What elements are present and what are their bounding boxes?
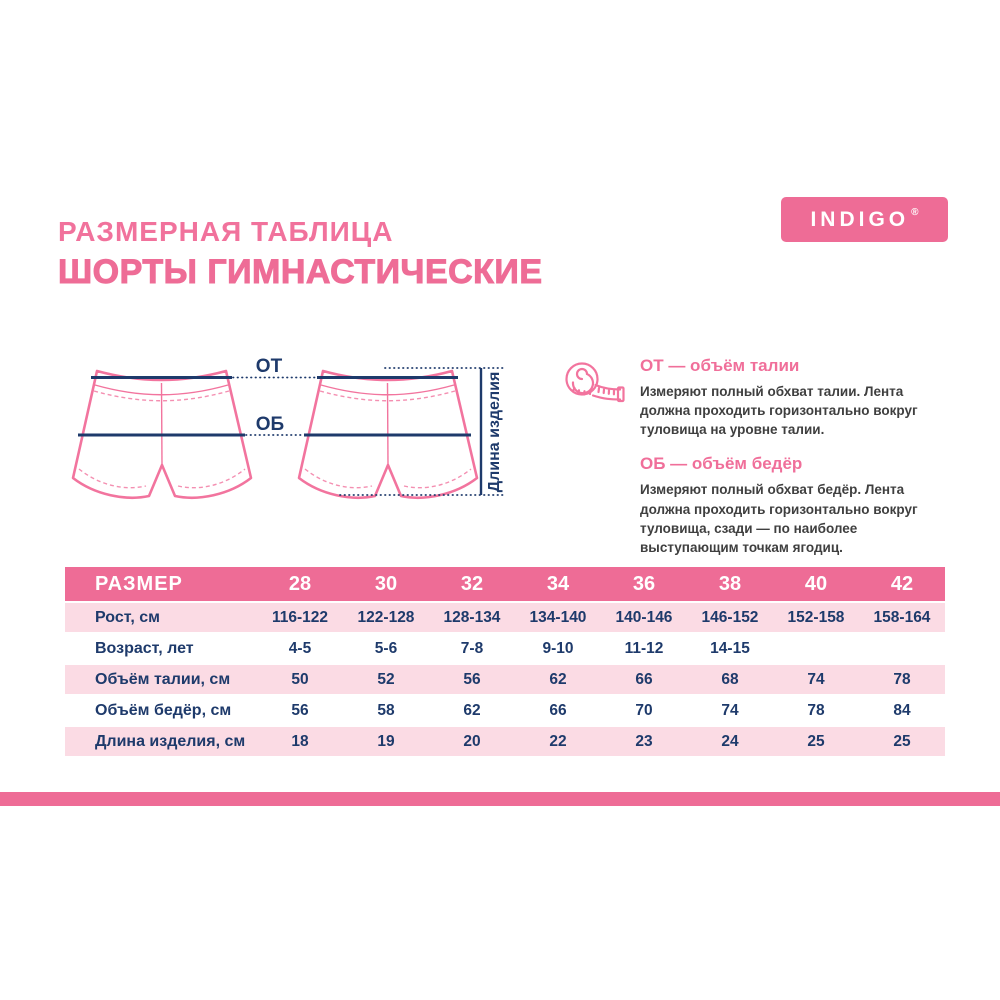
row-value: 23 <box>635 732 653 750</box>
measurement-info <box>561 356 939 572</box>
row-value: 158-164 <box>873 608 931 626</box>
row-label: Возраст, лет <box>95 639 194 657</box>
row-value: 52 <box>377 670 395 688</box>
row-value: 140-146 <box>615 608 673 626</box>
brand-logo <box>781 197 948 242</box>
row-value: 14-15 <box>710 639 750 657</box>
hem-stitch-right <box>178 469 245 488</box>
hem-stitch-left <box>305 469 372 488</box>
row-value: 50 <box>291 670 309 688</box>
hip-section-description: Измеряют полный обхват бедёр. Лента должна проходить горизонтально вокруг туловища, сзади — по наиболее выступающим точкам ягодиц. <box>640 482 918 555</box>
row-value: 18 <box>291 732 309 750</box>
row-value: 56 <box>291 701 309 719</box>
row-value: 56 <box>463 670 481 688</box>
waist-section-heading: ОТ — объём талии <box>640 356 800 375</box>
waist-section-description: Измеряют полный обхват талии. Лента должна проходить горизонтально вокруг туловища на уровне талии. <box>640 384 918 438</box>
size-table-row <box>65 603 945 632</box>
size-column-header: 28 <box>288 572 312 595</box>
row-value: 70 <box>635 701 653 719</box>
row-value: 9-10 <box>542 639 574 657</box>
row-value: 25 <box>893 732 911 750</box>
page-title: ШОРТЫ ГИМНАСТИЧЕСКИЕ <box>58 253 543 291</box>
size-column-header: 34 <box>546 572 570 595</box>
length-measure-label: Длина изделия <box>486 371 503 493</box>
row-value: 74 <box>721 701 739 719</box>
row-value: 122-128 <box>357 608 415 626</box>
row-value: 78 <box>807 701 825 719</box>
row-value: 84 <box>893 701 911 719</box>
waist-measure-label: ОТ <box>255 356 283 377</box>
hip-section-heading: ОБ — объём бедёр <box>640 454 803 474</box>
hip-measurement-section <box>640 454 939 557</box>
row-value: 128-134 <box>443 608 501 626</box>
row-value: 5-6 <box>374 639 398 657</box>
size-table-row <box>65 696 945 725</box>
row-value: 62 <box>463 701 481 719</box>
bottom-accent-bar <box>0 792 1000 806</box>
row-value: 66 <box>635 670 653 688</box>
row-value: 74 <box>807 670 825 688</box>
measuring-tape-icon <box>561 356 625 572</box>
size-column-header: 40 <box>804 572 828 595</box>
size-column-header: 30 <box>374 572 398 595</box>
row-value: 68 <box>721 670 739 688</box>
shorts-back-view <box>299 371 477 498</box>
size-column-header: 32 <box>460 572 484 595</box>
row-value: 134-140 <box>529 608 587 626</box>
size-column-header: 36 <box>632 572 656 595</box>
row-value: 11-12 <box>624 639 664 657</box>
row-value: 62 <box>549 670 567 688</box>
row-label: Рост, см <box>95 608 160 626</box>
size-table <box>65 567 945 758</box>
row-value: 4-5 <box>288 639 312 657</box>
size-table-row <box>65 727 945 756</box>
size-column-header: 38 <box>718 572 742 595</box>
center-seam <box>388 383 389 465</box>
row-value: 19 <box>377 732 395 750</box>
row-value: 24 <box>721 732 739 750</box>
brand-logo-text: INDIGO <box>810 207 910 231</box>
row-value: 116-122 <box>271 608 329 626</box>
registered-trademark-icon: ® <box>911 207 919 218</box>
hem-stitch-right <box>404 469 471 488</box>
page-subtitle: РАЗМЕРНАЯ ТАБЛИЦА <box>58 216 394 247</box>
waist-measurement-section <box>640 356 939 439</box>
row-value: 7-8 <box>460 639 484 657</box>
shorts-front-view <box>73 371 251 498</box>
row-value: 25 <box>807 732 825 750</box>
size-table-body <box>65 603 945 756</box>
size-column-header: 42 <box>890 572 914 595</box>
row-value: 152-158 <box>787 608 845 626</box>
row-label: Объём талии, см <box>95 670 231 688</box>
measurement-texts <box>640 356 939 572</box>
title-block <box>58 216 543 292</box>
shorts-measurement-diagram <box>55 345 525 525</box>
hip-measure-label: ОБ <box>255 414 285 435</box>
size-table-corner-label: РАЗМЕР <box>95 572 183 595</box>
size-table-row <box>65 665 945 694</box>
size-table-row <box>65 634 945 663</box>
center-seam <box>162 383 163 465</box>
row-value: 20 <box>463 732 481 750</box>
row-value: 66 <box>549 701 567 719</box>
row-label: Объём бедёр, см <box>95 701 232 719</box>
hem-stitch-left <box>79 469 146 488</box>
row-label: Длина изделия, см <box>95 732 246 750</box>
size-table-header-row <box>65 567 945 601</box>
row-value: 146-152 <box>701 608 759 626</box>
row-value: 58 <box>377 701 395 719</box>
row-value: 78 <box>893 670 911 688</box>
row-value: 22 <box>549 732 567 750</box>
